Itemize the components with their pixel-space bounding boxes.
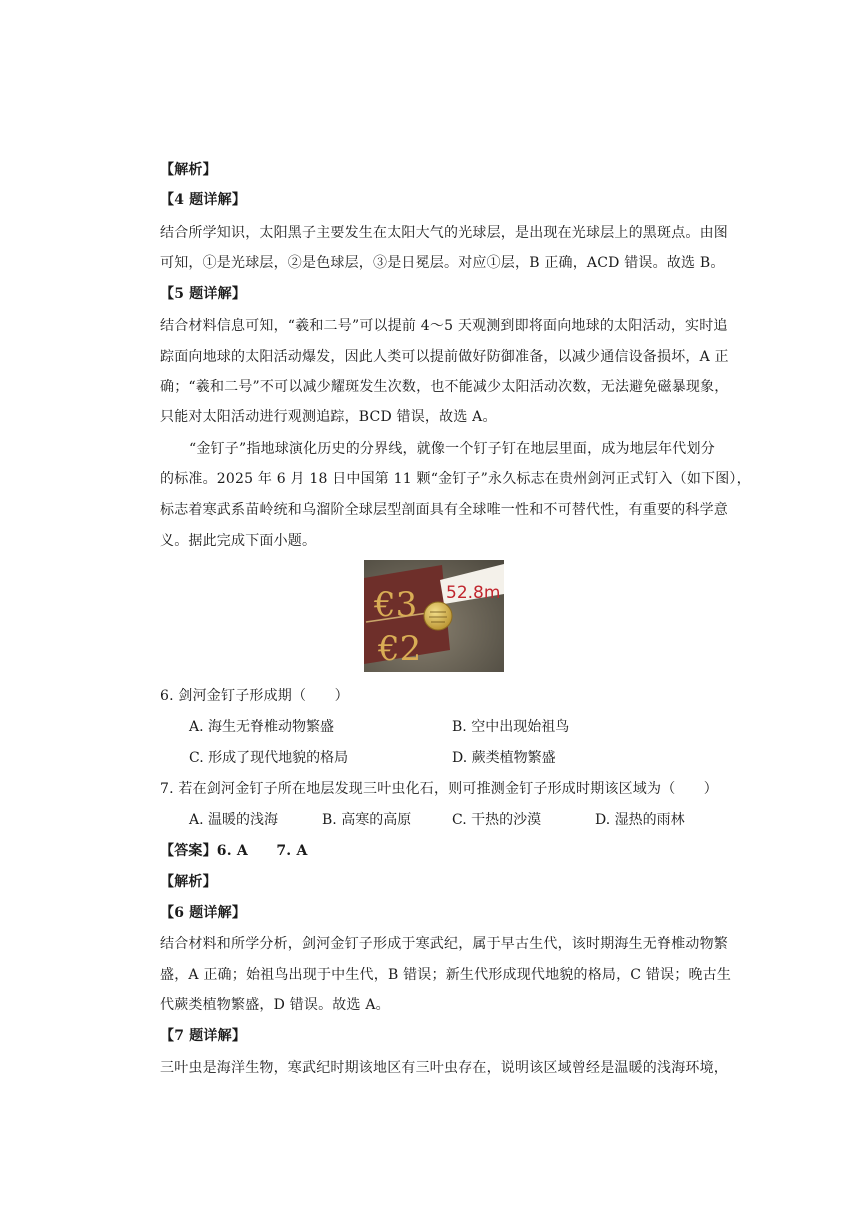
material-text-1: “金钉子”指地球演化历史的分界线，就像一个钉子钉在地层里面，成为地层年代划分 [189, 441, 715, 457]
q5-detail-text-2: 踪面向地球的太阳活动爆发，因此人类可以提前做好防御准备，以减少通信设备损坏，A 正 [160, 349, 729, 365]
cambrian-stage-2-label: €2 [378, 629, 422, 669]
q4-detail-text-1: 结合所学知识，太阳黑子主要发生在太阳大气的光球层，是出现在光球层上的黑斑点。由图 [160, 225, 728, 241]
q6-detail-text-2: 盛，A 正确；始祖鸟出现于中生代，B 错误；新生代形成现代地貌的格局，C 错误；晚古生 [160, 967, 732, 983]
q7-option-b: B. 高寒的高原 [322, 812, 412, 828]
question-6-stem: 6. 剑河金钉子形成期（ ） [160, 688, 349, 704]
golden-spike-photo [364, 560, 504, 672]
q6-detail-text-3: 代蕨类植物繁盛，D 错误。故选 A。 [160, 997, 390, 1013]
q6-detail-heading: 【6 题详解】 [160, 905, 247, 921]
q5-detail-text-1: 结合材料信息可知，“羲和二号”可以提前 4～5 天观测到即将面向地球的太阳活动，实时追 [160, 318, 728, 334]
material-text-2: 的标准。2025 年 6 月 18 日中国第 11 颗“金钉子”永久标志在贵州剑河正式钉入（如下图）， [160, 471, 751, 487]
q5-detail-heading: 【5 题详解】 [160, 286, 247, 302]
q7-detail-text-1: 三叶虫是海洋生物，寒武纪时期该地区有三叶虫存在，说明该区域曾经是温暖的浅海环境， [160, 1060, 728, 1076]
q5-detail-text-3: 确；“羲和二号”不可以减少耀斑发生次数，也不能减少太阳活动次数，无法避免磁暴现象， [160, 379, 729, 395]
cambrian-stage-3-label: €3 [374, 585, 418, 625]
question-7-stem: 7. 若在剑河金钉子所在地层发现三叶虫化石，则可推测金钉子形成时期该区域为（ ） [160, 781, 719, 797]
q6-option-a: A. 海生无脊椎动物繁盛 [189, 719, 335, 735]
material-text-3: 标志着寒武系苗岭统和乌溜阶全球层型剖面具有全球唯一性和不可替代性，有重要的科学意 [160, 502, 728, 518]
q6-detail-text-1: 结合材料和所学分析，剑河金钉子形成于寒武纪，属于早古生代，该时期海生无脊椎动物繁 [160, 936, 728, 952]
answer-line: 【答案】6. A 7. A [160, 843, 308, 859]
section-heading-analysis: 【解析】 [160, 162, 217, 178]
q7-option-a: A. 温暖的浅海 [189, 812, 279, 828]
q4-detail-text-2: 可知，①是光球层，②是色球层，③是日冕层。对应①层，B 正确，ACD 错误。故选 B。 [160, 255, 725, 271]
q7-detail-heading: 【7 题详解】 [160, 1028, 247, 1044]
q4-detail-heading: 【4 题详解】 [160, 192, 247, 208]
golden-spike-medal [424, 602, 452, 630]
q6-option-b: B. 空中出现始祖鸟 [452, 719, 570, 735]
q7-option-d: D. 湿热的雨林 [595, 812, 685, 828]
material-text-4: 义。据此完成下面小题。 [160, 533, 317, 549]
section-heading-analysis-2: 【解析】 [160, 874, 217, 890]
q6-option-c: C. 形成了现代地貌的格局 [189, 750, 349, 766]
depth-sign-text: 52.8m [446, 583, 501, 603]
q5-detail-text-4: 只能对太阳活动进行观测追踪，BCD 错误，故选 A。 [160, 409, 497, 425]
golden-spike-photo-svg [364, 560, 504, 672]
q7-option-c: C. 干热的沙漠 [452, 812, 542, 828]
q6-option-d: D. 蕨类植物繁盛 [452, 750, 556, 766]
